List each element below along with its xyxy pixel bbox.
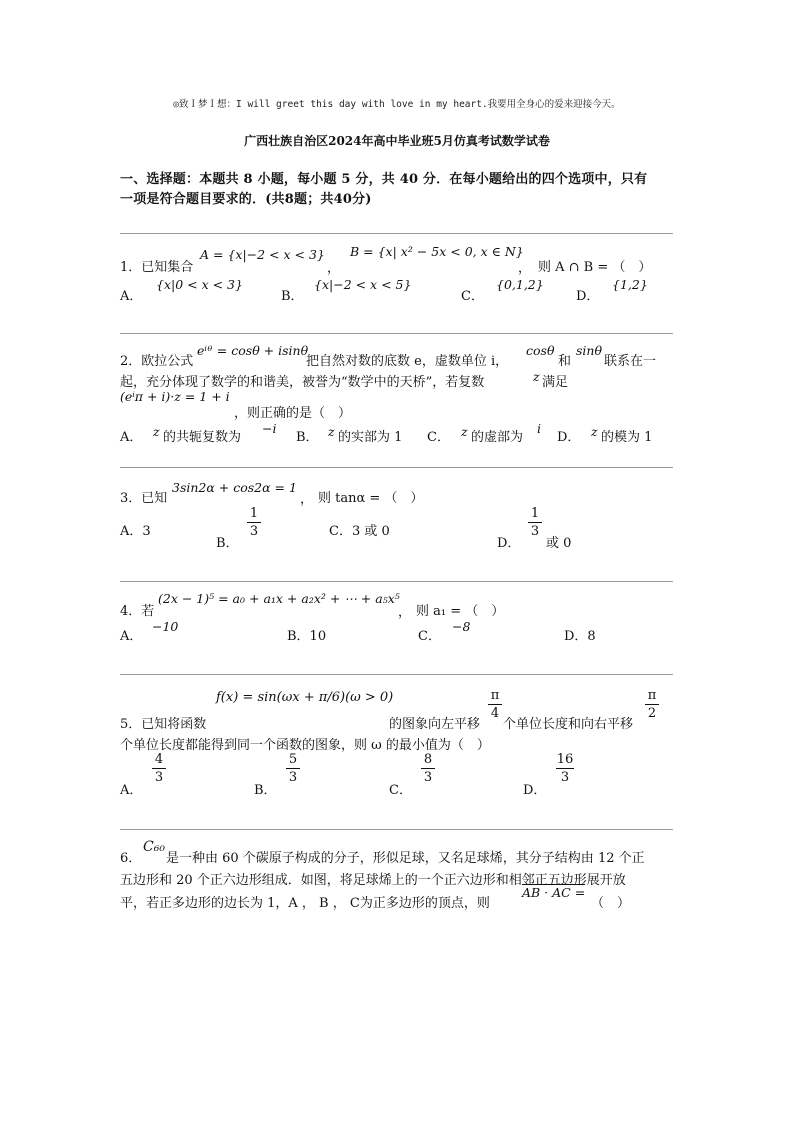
q1-set-a: A = {x|−2 < x < 3} xyxy=(200,247,325,262)
q5-option-c-fraction xyxy=(421,752,435,785)
fraction-bar xyxy=(247,522,261,523)
denominator: 3 xyxy=(530,524,540,539)
q2-stem-mid: 把自然对数的底数 e，虚数单位 i， xyxy=(306,354,509,369)
q2-option-d: 的模为 1 xyxy=(601,430,653,445)
q3-option-d-fraction xyxy=(528,506,542,539)
q3-option-a: A．3 xyxy=(120,524,151,539)
q2-euler-formula: eⁱᶿ = cosθ + isinθ xyxy=(197,343,309,358)
q3-option-d-tail: 或 0 xyxy=(546,536,572,551)
q4-option-c-value: −8 xyxy=(452,619,471,634)
q6-stem-line2: 五边形和 20 个正六边形组成．如图，将足球烯上的一个正六边形和相邻正五边形展开放 xyxy=(120,873,626,888)
q2-and: 和 xyxy=(558,354,572,369)
q6-vector-product: AB · AC = xyxy=(522,885,586,900)
denominator: 3 xyxy=(249,524,259,539)
q5-option-d-label: D． xyxy=(523,783,547,798)
q2-option-c-label: C． xyxy=(427,430,450,445)
q2-condition: (eⁱπ + i)·z = 1 + i xyxy=(120,389,230,404)
q5-option-c-label: C． xyxy=(389,783,412,798)
q4-option-c-label: C． xyxy=(418,629,441,644)
q2-z: z xyxy=(533,369,540,384)
q6-stem-line1: 是一种由 60 个碳原子构成的分子，形似足球，又名足球烯，其分子结构由 12 个正 xyxy=(166,851,645,866)
q2-option-c: 的虚部为 xyxy=(471,430,524,445)
divider xyxy=(120,829,673,830)
fraction-bar xyxy=(556,768,574,769)
q5-stem-mid: 的图象向左平移 xyxy=(389,717,481,732)
q2-option-b-z: z xyxy=(328,424,335,439)
numerator: 5 xyxy=(288,752,298,767)
q4-equation: (2x − 1)⁵ = a₀ + a₁x + a₂x² + ⋯ + a₅x⁵ xyxy=(158,591,400,606)
q2-option-a: 的共轭复数为 xyxy=(163,430,242,445)
q2-stem-line2: 起，充分体现了数学的和谐美，被誉为“数学中的天桥”，若复数 xyxy=(120,375,485,390)
denominator: 2 xyxy=(647,706,657,721)
q2-stem-end: 联系在一 xyxy=(604,354,657,369)
q3-option-c: C．3 或 0 xyxy=(329,524,390,539)
fraction-bar xyxy=(421,768,435,769)
divider xyxy=(120,333,673,334)
fraction-bar xyxy=(488,704,502,705)
numerator: 16 xyxy=(556,752,574,767)
q2-option-b-label: B． xyxy=(296,430,319,445)
q1-option-d: {1,2} xyxy=(612,277,648,292)
q1-option-c: {0,1,2} xyxy=(496,277,544,292)
q2-option-a-label: A． xyxy=(120,430,143,445)
q5-option-a-label: A． xyxy=(120,783,143,798)
q4-option-a-value: −10 xyxy=(152,619,179,634)
q3-comma: ， xyxy=(300,492,314,507)
q3-option-d-label: D． xyxy=(497,536,521,551)
q2-option-d-label: D． xyxy=(557,430,581,445)
q5-option-a-fraction xyxy=(152,752,166,785)
q2-stem-line2-end: 满足 xyxy=(542,375,569,390)
q5-option-b-fraction xyxy=(286,752,300,785)
q3-ask: 则 tanα = （ ） xyxy=(318,491,424,506)
q2-option-c-value: i xyxy=(537,421,541,436)
numerator: 1 xyxy=(530,506,540,521)
section-heading-line2: 一项是符合题目要求的．(共8题；共40分) xyxy=(120,192,372,207)
numerator: π xyxy=(490,688,500,703)
q2-option-c-z: z xyxy=(461,424,468,439)
numerator: π xyxy=(647,688,657,703)
q2-option-d-z: z xyxy=(591,424,598,439)
q3-option-b-fraction xyxy=(247,506,261,539)
q5-function: f(x) = sin(ωx + π/6)(ω > 0) xyxy=(216,690,394,705)
fraction-bar xyxy=(152,768,166,769)
q2-option-a-value: −i xyxy=(262,421,277,436)
section-heading-line1: 一、选择题：本题共 8 小题，每小题 5 分，共 40 分．在每小题给出的四个选项中，只有 xyxy=(120,172,648,187)
q2-cos: cosθ xyxy=(526,343,555,358)
divider xyxy=(120,467,673,468)
q5-pi-over-4 xyxy=(488,688,502,721)
q2-option-a-z: z xyxy=(153,424,160,439)
fraction-bar xyxy=(645,704,659,705)
q2-sin: sinθ xyxy=(576,343,602,358)
q5-stem: 5．已知将函数 xyxy=(120,717,207,732)
q4-option-d: D．8 xyxy=(564,629,596,644)
fraction-bar xyxy=(528,522,542,523)
numerator: 4 xyxy=(154,752,164,767)
numerator: 8 xyxy=(423,752,433,767)
q4-comma: ， xyxy=(398,605,412,620)
q5-stem-line2: 个单位长度都能得到同一个函数的图象，则 ω 的最小值为（ ） xyxy=(120,738,490,753)
q4-stem: 4．若 xyxy=(120,604,155,619)
q4-option-b: B．10 xyxy=(287,629,327,644)
q1-option-c-label: C． xyxy=(461,289,484,304)
q4-option-a-label: A． xyxy=(120,629,143,644)
divider xyxy=(120,581,673,582)
q3-option-b-label: B． xyxy=(216,536,239,551)
denominator: 3 xyxy=(288,770,298,785)
q1-option-a-label: A． xyxy=(120,289,143,304)
q1-comma: ， xyxy=(518,261,532,276)
denominator: 3 xyxy=(560,770,570,785)
q3-stem: 3．已知 xyxy=(120,491,168,506)
q2-option-b: 的实部为 1 xyxy=(338,430,403,445)
denominator: 4 xyxy=(490,706,500,721)
divider xyxy=(120,233,673,234)
q5-option-d-fraction xyxy=(556,752,574,785)
q4-ask: 则 a₁ = （ ） xyxy=(416,604,505,619)
q6-stem-line3: 平，若正多边形的边长为 1，A ， B ， C为正多边形的顶点，则 xyxy=(120,896,490,911)
q6-c60: C₆₀ xyxy=(143,839,165,855)
numerator: 1 xyxy=(249,506,259,521)
header-motto: ◎致Ｉ梦Ｉ想：I will greet this day with love in my heart.我要用全身心的爱来迎接今天。 xyxy=(173,99,621,110)
q1-set-b: B = {x| x² − 5x < 0, x ∈ N} xyxy=(350,244,524,259)
q6-ask: （ ） xyxy=(591,896,631,911)
q3-equation: 3sin2α + cos2α = 1 xyxy=(172,480,297,495)
q6-number: 6． xyxy=(120,851,142,866)
q1-option-a: {x|0 < x < 3} xyxy=(156,277,243,292)
q1-option-d-label: D． xyxy=(576,289,600,304)
divider xyxy=(120,674,673,675)
denominator: 3 xyxy=(154,770,164,785)
q5-stem-mid2: 个单位长度和向右平移 xyxy=(503,717,634,732)
denominator: 3 xyxy=(423,770,433,785)
fraction-bar xyxy=(286,768,300,769)
q1-option-b-label: B． xyxy=(281,289,304,304)
q5-option-b-label: B． xyxy=(254,783,277,798)
q2-ask: ，则正确的是（ ） xyxy=(234,406,352,421)
page-title: 广西壮族自治区2024年高中毕业班5月仿真考试数学试卷 xyxy=(244,134,550,148)
q1-comma: ， xyxy=(327,261,341,276)
q1-stem: 1．已知集合 xyxy=(120,260,194,275)
q2-stem: 2．欧拉公式 xyxy=(120,354,194,369)
q1-option-b: {x|−2 < x < 5} xyxy=(314,277,412,292)
q5-pi-over-2 xyxy=(645,688,659,721)
q1-ask: 则 A ∩ B = （ ） xyxy=(538,260,652,275)
